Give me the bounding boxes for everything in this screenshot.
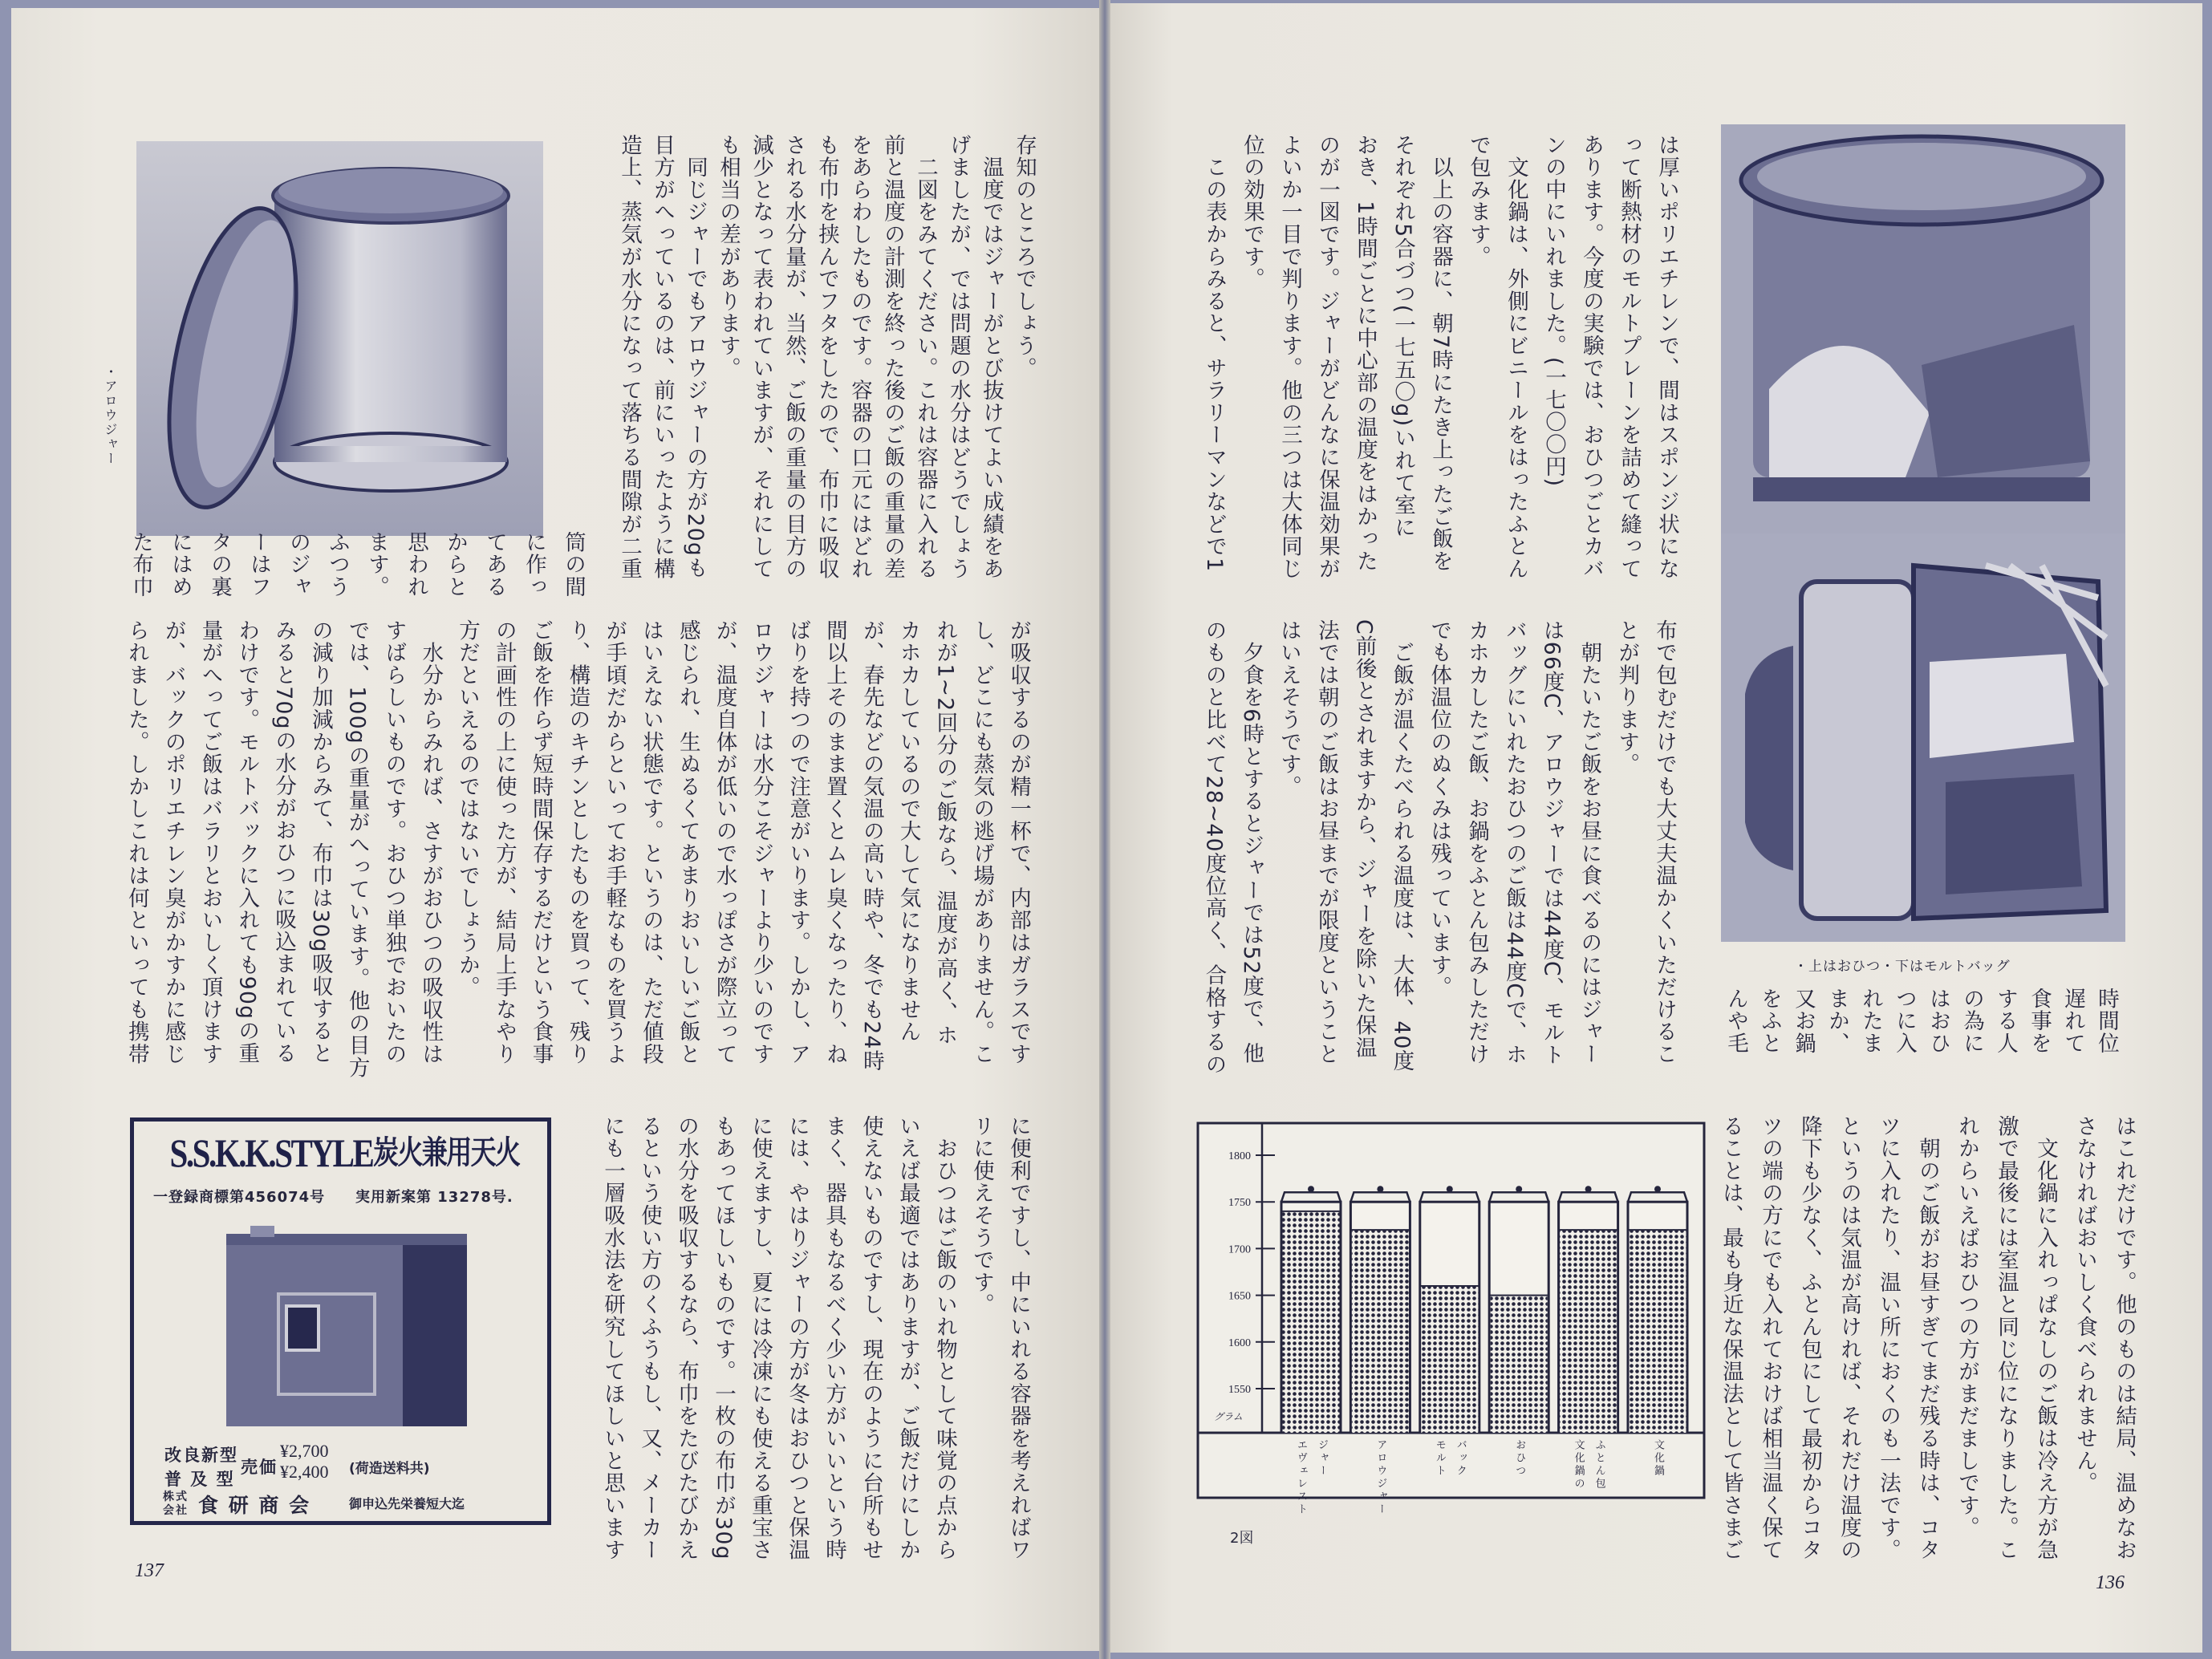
text-column: カホカしたご飯、お鍋をふとん包みしただけ (1464, 619, 1490, 1065)
text-column: をふと (1757, 988, 1782, 1055)
text-column: まか、 (1824, 988, 1849, 1055)
text-column: すばらしいものです。おひつ単独でおいたの (381, 619, 407, 1065)
text-column: ます。 (364, 531, 389, 598)
text-column: わけです。モルトバックに入れても90gの重 (234, 619, 260, 1065)
text-column: は厚いポリエチレンで、間はスポンジ状にな (1654, 134, 1679, 580)
text-column: リに使えそうです。 (969, 1115, 994, 1316)
text-column: 減少となって表われていますが、それにして (749, 134, 773, 580)
y-tick-label: 1750 (1228, 1197, 1251, 1210)
text-column: ツに入れたり、温い所におくのも一法です。 (1876, 1115, 1901, 1561)
text-column: れが1~2回分のご飯なら、温度が高く、ホ (932, 619, 958, 1047)
text-column: に作っ (522, 531, 546, 598)
ad-title-jp: 炭火兼用天火 (372, 1134, 520, 1171)
lid-knob (1585, 1186, 1592, 1192)
text-column: のジャ (286, 531, 310, 598)
text-column: 遅れて (2060, 988, 2085, 1055)
right-middle-short-text (1719, 988, 2123, 1060)
text-column: C前後とされますから、ジャーを除いた保温 (1351, 619, 1377, 1060)
ad-company-name: 食 研 商 会 (198, 1494, 311, 1517)
text-column: の減り加減からみて、布巾は30g吸収すると (307, 619, 333, 1065)
text-column: はいえそうです。 (1276, 619, 1302, 798)
text-column: が、温度自体が低いので水っぽさが際立って (712, 619, 737, 1065)
bar (1630, 1230, 1686, 1433)
lid-knob (1377, 1186, 1383, 1192)
y-tick-label: 1600 (1228, 1337, 1251, 1349)
y-axis-label: グラム (1214, 1411, 1243, 1422)
x-tick-label: アロウジャー (1374, 1439, 1387, 1516)
text-column: みると70gの水分がおひつに吸込まれている (271, 619, 297, 1065)
text-column: 朝たいたご飯をお昼に食べるのにはジャー (1577, 619, 1602, 1065)
text-column: んや毛 (1723, 988, 1748, 1055)
y-tick-label: 1800 (1228, 1150, 1251, 1162)
text-column: のが一図です。ジャーがどんなに保温効果が (1315, 134, 1340, 580)
text-column: には、やはりジャーの方が冬はおひつと保温 (785, 1115, 810, 1561)
text-column: 文化鍋は、外側にビニールをはったふとん (1504, 134, 1528, 580)
text-column: ることは、最も身近な保温法として皆さまご (1719, 1115, 1743, 1561)
text-column: し、どこにも蒸気の逃げ場がありません。こ (969, 619, 995, 1065)
text-column: 位の効果です。 (1240, 134, 1264, 290)
text-column: おひつはご飯のいれ物として味覚の点から (932, 1115, 957, 1561)
text-column: からと (443, 531, 468, 598)
ohitsu-photo (1721, 124, 2125, 533)
text-column: をあらわしたものです。容器の口元にはどれ (847, 134, 872, 580)
lid-knob (1516, 1186, 1522, 1192)
molt-bag-photo (1721, 533, 2125, 942)
text-column: 方だといえるのではないでしょうか。 (455, 619, 481, 999)
text-column: 使えないものですし、現在のように台所もせ (858, 1115, 883, 1561)
text-column: 前と温度の計測を終った後のご飯の重量の差 (880, 134, 905, 580)
bar (1421, 1286, 1478, 1433)
text-column: が手頃だからといってお手軽なものを買うよ (602, 619, 627, 1065)
y-tick-label: 1650 (1228, 1290, 1251, 1303)
text-column: では、100gの重量がへっています。他の目方 (344, 619, 370, 1080)
text-column: に使えますし、夏には冷凍にも使える重宝さ (748, 1115, 773, 1561)
text-column: バッグにいれたおひつのご飯は44度Cで、ホ (1501, 619, 1527, 1066)
text-column: で包みます。 (1466, 134, 1491, 268)
text-column: 激で最後には室温と同じ位になりました。こ (1994, 1115, 2019, 1561)
y-tick-label: 1700 (1228, 1243, 1251, 1256)
text-column: 降下も少なく、ふとん包にして最初からコタ (1797, 1115, 1822, 1561)
ad-patent: 実用新案第 13278号. (355, 1189, 513, 1206)
right-bottom-text (1711, 1115, 2144, 1564)
text-column: れたま (1858, 988, 1883, 1055)
x-tick-label: おひつ (1513, 1439, 1526, 1478)
x-tick-label: ジャー エヴェレスト (1295, 1439, 1328, 1516)
lid-knob (1447, 1186, 1453, 1192)
text-column: それぞれ5合づつ(一七五〇g)いれて室に (1390, 134, 1415, 539)
text-column: は66度C、アロウジャーでは44度C、モルト (1539, 619, 1565, 1067)
text-column: ご飯が温くたべられる温度は、大体、40度 (1389, 619, 1414, 1073)
text-column: 感じられ、生ぬるくてあまりおいしいご飯と (675, 619, 700, 1065)
text-column: げましたが、では問題の水分はどうでしょう (946, 134, 971, 580)
text-column: にも一層吸水法を研究してほしいと思います (600, 1115, 625, 1561)
text-column: 存知のところでしょう。 (1012, 134, 1037, 379)
text-column: 法では朝のご飯はお昼までが限度ということ (1313, 619, 1339, 1065)
lid-knob (1308, 1186, 1314, 1192)
right-middle-text (1195, 619, 1682, 1076)
text-column: にはめ (168, 531, 193, 598)
text-column: まく、器具もなるべく少い方がいいという時 (822, 1115, 846, 1561)
text-column: する人 (1993, 988, 2018, 1055)
text-column: おき、1時間ごとに中心部の温度をはかった (1353, 134, 1378, 573)
text-column: 食事を (2027, 988, 2052, 1055)
text-column: が、春先などの気温の高い時や、冬でも24時 (858, 619, 884, 1073)
left-middle-text (118, 619, 1037, 1080)
ad-company-type-2: 会社 (163, 1504, 189, 1517)
text-column: ーはフ (246, 531, 271, 598)
text-column: 筒の間 (561, 531, 586, 598)
text-column: 間以上そのまま置くとムレ臭くなったり、ね (822, 619, 848, 1065)
text-column: 温度ではジャーがとび抜けてよい成績をあ (979, 134, 1004, 580)
text-column: も相当の差があります。 (716, 134, 741, 379)
text-column: ツの端の方にでも入れておけば相当温く保て (1758, 1115, 1783, 1561)
bar (1491, 1296, 1548, 1433)
ad-price-improved: ¥2,700 (280, 1441, 329, 1461)
text-column: の為に (1959, 988, 1984, 1055)
ad-model-improved: 改良新型 (164, 1446, 238, 1465)
text-column: に便利ですし、中にいれる容器を考えればワ (1006, 1115, 1031, 1561)
text-column: とが判ります。 (1614, 619, 1640, 776)
arrow-jar-photo (136, 141, 543, 536)
text-column: られました。しかしこれは何といっても携帯 (124, 619, 149, 1065)
ad-model-standard: 普 及 型 (164, 1470, 235, 1489)
bar (1560, 1230, 1617, 1433)
text-column: タの裏 (207, 531, 232, 598)
text-column: 時間位 (2094, 988, 2119, 1055)
text-column: り、構造のキチンとしたものを買って、残り (565, 619, 591, 1065)
text-column: ご飯を作らず短時間保存するだけという食事 (528, 619, 554, 1065)
left-top-short-text (121, 531, 593, 603)
oven-advertisement (130, 1117, 551, 1525)
bar (1352, 1230, 1409, 1433)
x-tick-label: ふとん包 文化鍋の (1572, 1439, 1605, 1491)
lid-knob (1654, 1186, 1661, 1192)
left-top-text (613, 134, 1041, 583)
text-column: 目方がへっているのは、前にいったように構 (650, 134, 675, 580)
text-column: この表からみると、サラリーマンなどで1 (1202, 134, 1227, 573)
ad-company-type-1: 株式 (163, 1491, 189, 1503)
text-column: も布巾を挟んでフタをしたので、布巾に吸収 (814, 134, 839, 580)
text-column: 又お鍋 (1791, 988, 1816, 1055)
text-column: はおひ (1926, 988, 1950, 1055)
text-column: が吸収するのが精一杯で、内部はガラスです (1006, 619, 1031, 1065)
text-column: 朝のご飯がお昼すぎてまだ残る時は、コタ (1915, 1115, 1940, 1561)
text-column: はこれだけです。他のものは結局、温めなお (2112, 1115, 2137, 1561)
ad-price-standard: ¥2,400 (280, 1462, 329, 1482)
text-column: た布巾 (128, 531, 153, 598)
text-column: はいえない状態です。というのは、ただ値段 (639, 619, 664, 1065)
text-column: の水分を吸収するなら、布巾をたびたびかえ (674, 1115, 699, 1561)
text-column: つに入 (1892, 988, 1917, 1055)
left-bottom-text (594, 1115, 1037, 1564)
text-column: 二図をみてください。これは容器に入れる (913, 134, 938, 580)
ad-registration: 一登録商標第456074号 (153, 1189, 326, 1206)
text-column: 思われ (404, 531, 428, 598)
text-column: るという使い方のくふうもし、又、メーカー (637, 1115, 662, 1561)
y-tick-label: 1550 (1228, 1384, 1251, 1396)
x-tick-label: バック モルト (1433, 1439, 1467, 1478)
text-column: さなければおいしく食べられません。 (2072, 1115, 2097, 1495)
ad-title (118, 1130, 563, 1178)
page-number-left: 137 (135, 1560, 164, 1581)
ad-order-note: 御申込先栄養短大迄 (349, 1496, 465, 1511)
text-column: てある (482, 531, 507, 598)
text-column: もあってほしいものです。一枚の布巾が30g (711, 1115, 736, 1560)
text-column: ンの中にいれました。(一七〇〇円) (1541, 134, 1566, 488)
oven-product-image (218, 1218, 475, 1434)
ad-shipping-note: (荷造送料共) (349, 1461, 430, 1477)
text-column: 造上、蒸気が水分になって落ちる間隙が二重 (617, 134, 642, 580)
text-column: 文化鍋に入れっぱなしのご飯は冷え方が急 (2033, 1115, 2058, 1561)
text-column: カホカしているので大して気になりません (895, 619, 921, 1044)
text-column: あります。今度の実験では、おひつごとカバ (1579, 134, 1604, 580)
text-column: でも体温位のぬくみは残っています。 (1427, 619, 1452, 999)
figure-label: 2図 (1230, 1530, 1254, 1547)
text-column: れからいえばおひつの方がまだましです。 (1954, 1115, 1979, 1539)
text-column: 水分からみれば、さすがおひつの吸収性は (418, 619, 444, 1065)
arrow-jar-photo-caption: ・アロウジャー (103, 365, 118, 466)
text-column: よいか一目で判ります。他の三つは大体同じ (1277, 134, 1302, 580)
rice-weight-chart (1196, 1122, 1706, 1516)
x-tick-label: 文化鍋 (1652, 1439, 1664, 1478)
text-column: 同じジャーでもアロウジャーの方が20gも (683, 134, 708, 579)
page-number-right: 136 (2096, 1572, 2125, 1593)
text-column: 夕食を6時とするとジャーでは52度で、他 (1239, 619, 1264, 1065)
text-column: 量がへってご飯はバラリとおいしく頂けます (197, 619, 223, 1065)
spine (1099, 0, 1110, 1659)
container-photos-caption: ・上はおひつ・下はモルトバッグ (1794, 959, 2011, 975)
text-column: ロウジャーは水分こそジャーより少いのです (749, 619, 774, 1065)
text-column: が、バックのポリエチレン臭がかすかに感じ (160, 619, 186, 1065)
text-column: される水分量が、当然、ご飯の重量の目方の (781, 134, 806, 580)
text-column: ふつう (325, 531, 350, 598)
text-column: ばりを持つので注意がいります。しかし、ア (785, 619, 811, 1065)
right-top-text (1195, 134, 1686, 583)
text-column: 布で包むだけでも大丈夫温かくいただけるこ (1652, 619, 1677, 1065)
text-column: いえば最適ではありますが、ご飯だけにしか (895, 1115, 920, 1561)
text-column: 以上の容器に、朝7時にたき上ったご飯を (1428, 134, 1453, 573)
ad-price-label: 売価 (241, 1458, 278, 1477)
text-column: って断熱材のモルトプレーンを詰めて縫って (1617, 134, 1642, 580)
text-column: のものと比べて28~40度位高く、合格するの (1201, 619, 1227, 1076)
bar (1283, 1211, 1340, 1433)
text-column: というのは気温が高ければ、それだけ温度の (1837, 1115, 1861, 1561)
ad-title-latin: S.S.K.K.STYLE (169, 1130, 373, 1175)
text-column: の計画性の上に使った方が、結局上手なやり (491, 619, 517, 1065)
